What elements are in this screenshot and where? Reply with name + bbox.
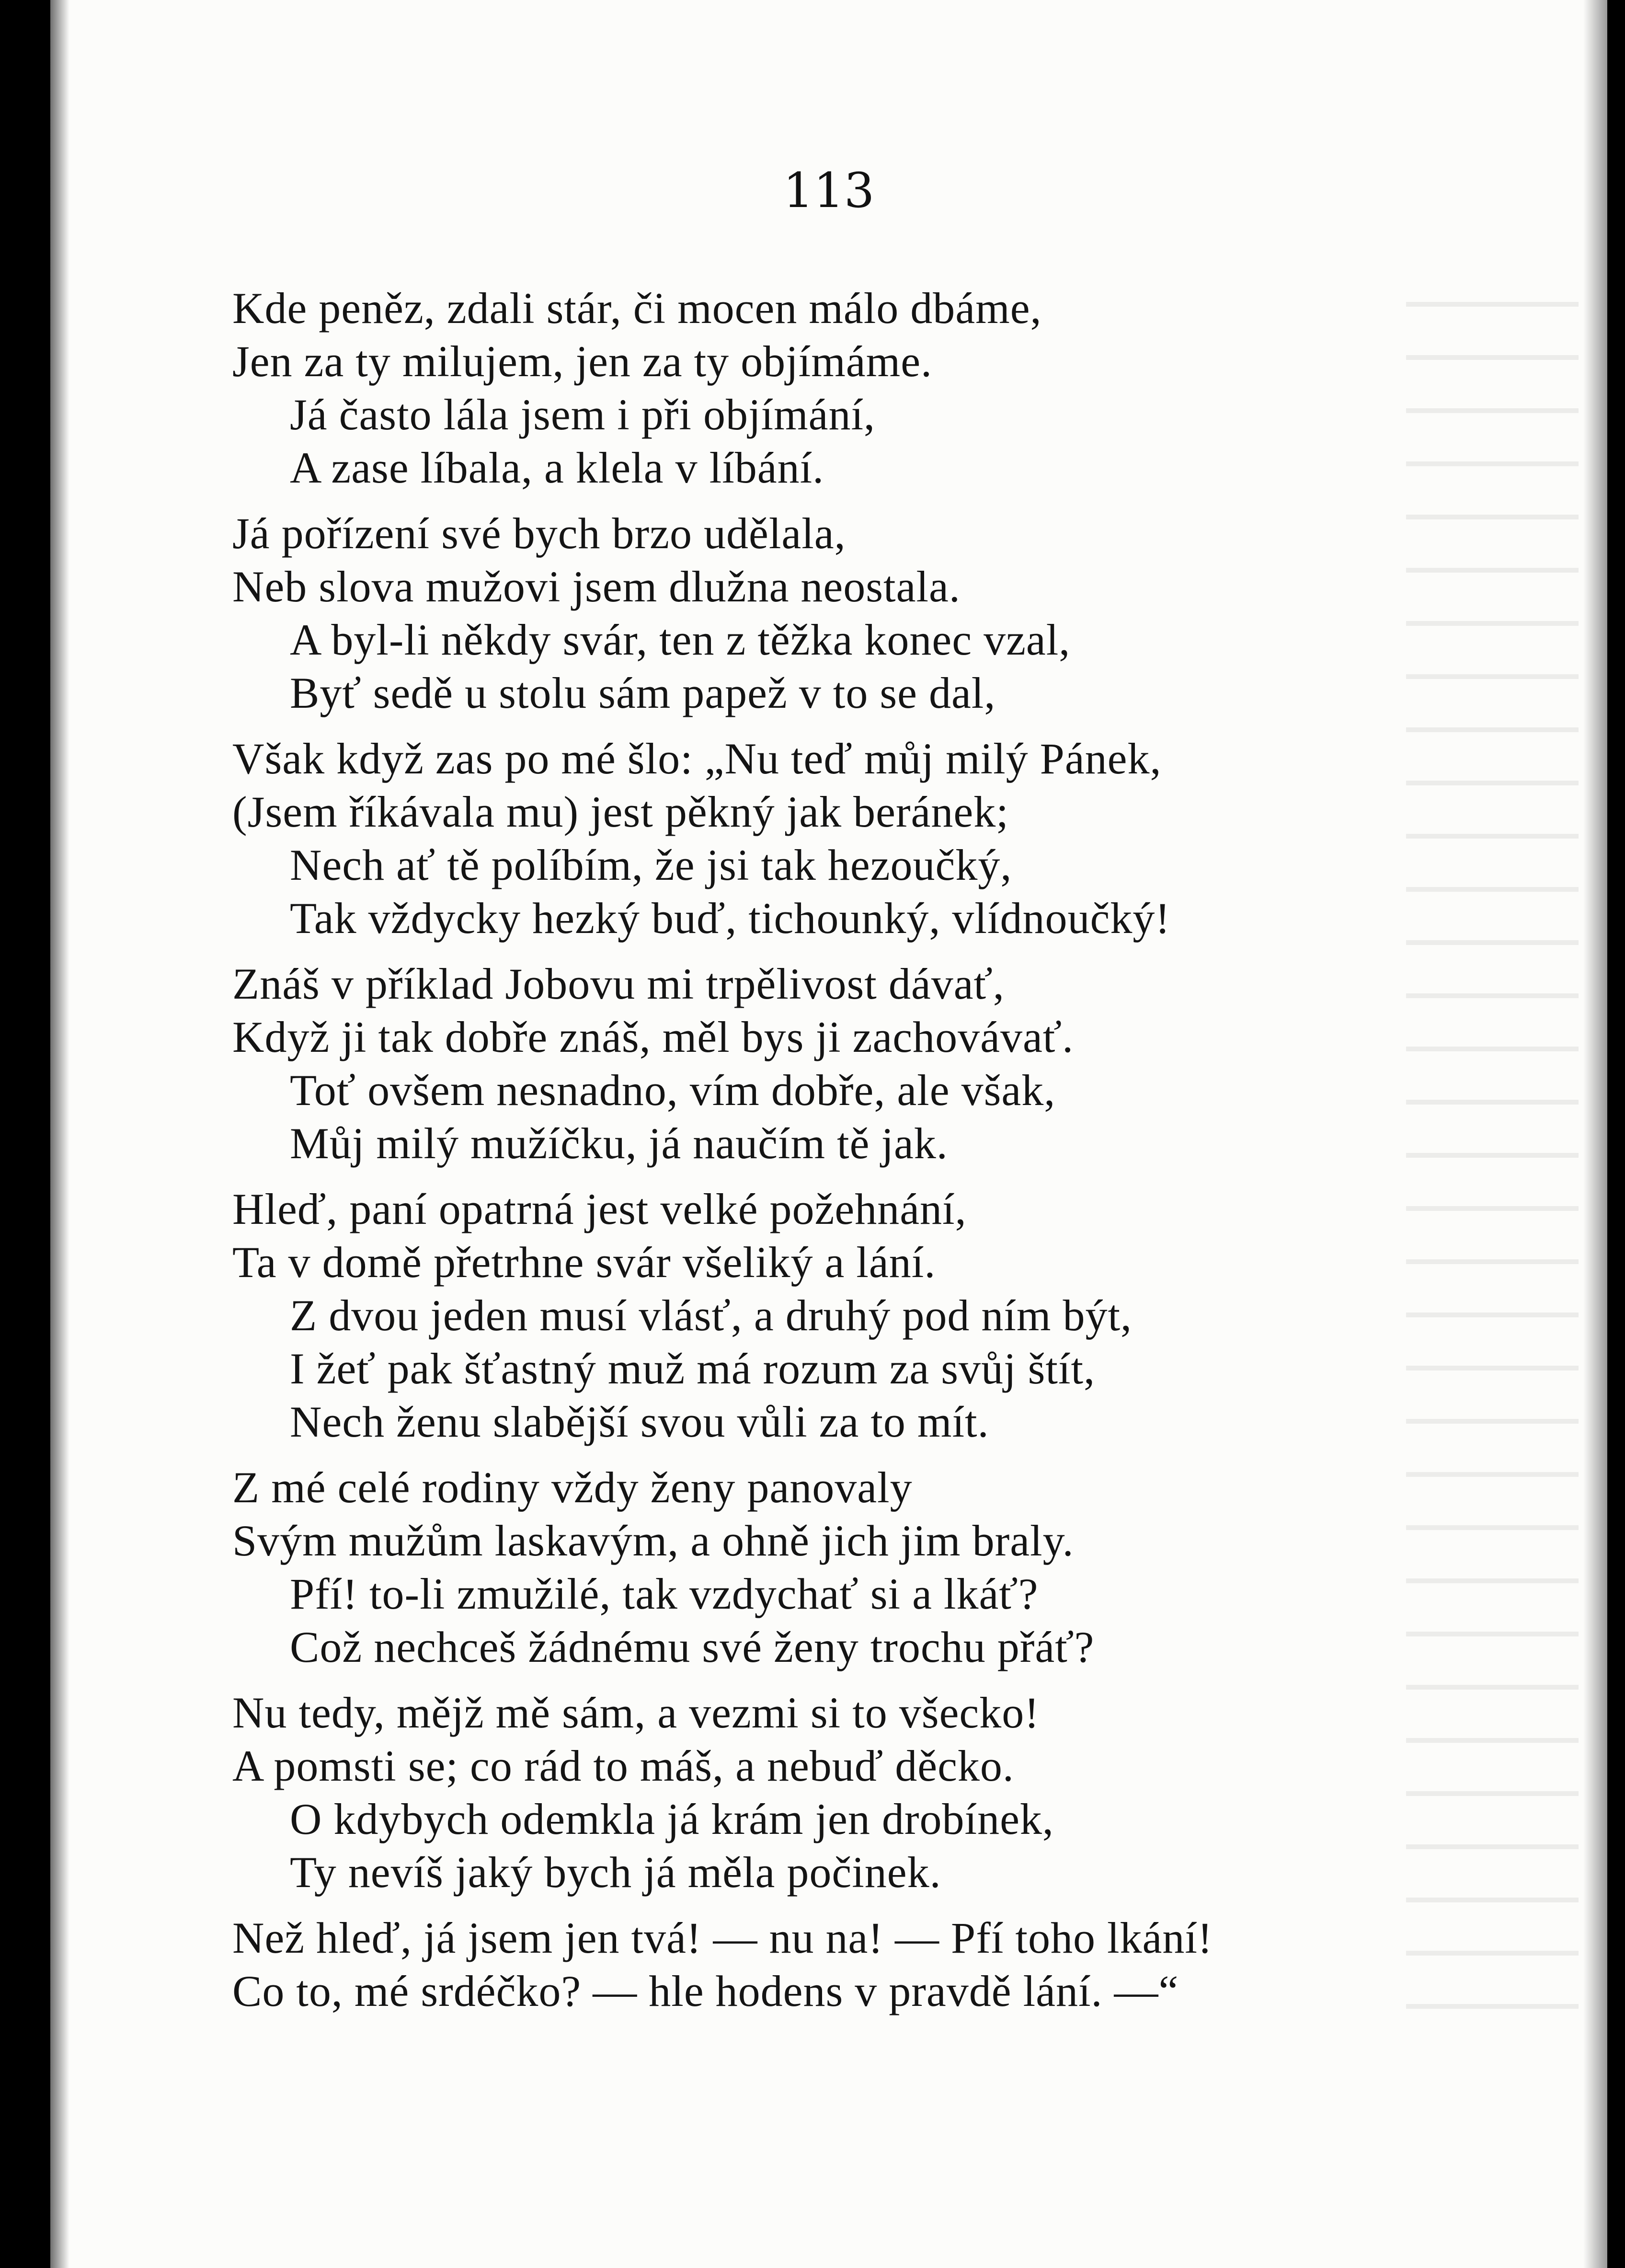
- poem-line: A pomsti se; co rád to máš, a nebuď děcko.: [232, 1741, 1014, 1790]
- page-edge-shadow: [1583, 0, 1607, 2268]
- poem-line: O kdybych odemkla já krám jen drobínek,: [290, 1795, 1054, 1843]
- poem-line: Nech ať tě políbím, že jsi tak hezoučký,: [290, 840, 1012, 889]
- poem-line: Můj milý mužíčku, já naučím tě jak.: [290, 1119, 948, 1168]
- poem-line: Já často lála jsem i při objímání,: [290, 390, 876, 439]
- poem-line: Znáš v příklad Jobovu mi trpělivost dávať,: [232, 959, 1005, 1008]
- poem-line: Nech ženu slabější svou vůli za to mít.: [290, 1397, 989, 1446]
- stanza: [232, 957, 1502, 1170]
- poem-line: Z dvou jeden musí vlásť, a druhý pod ním být,: [290, 1291, 1133, 1340]
- poem-line: Pfí! to-li zmužilé, tak vzdychať si a lkáť?: [290, 1569, 1039, 1618]
- poem-line: A zase líbala, a klela v líbání.: [290, 443, 824, 492]
- stanza: [232, 732, 1502, 945]
- poem-line: Hleď, paní opatrná jest velké požehnání,: [232, 1185, 967, 1233]
- stanza: [232, 1686, 1502, 1899]
- poem-line: Ta v domě přetrhne svár všeliký a lání.: [232, 1238, 936, 1287]
- poem-line: Když ji tak dobře znáš, měl bys ji zachovávať.: [232, 1013, 1074, 1061]
- poem-line: (Jsem říkávala mu) jest pěkný jak beránek;: [232, 787, 1009, 836]
- poem-line: Nu tedy, mějž mě sám, a vezmi si to všecko!: [232, 1688, 1040, 1737]
- poem-line: Než hleď, já jsem jen tvá! — nu na! — Pfí toho lkání!: [232, 1913, 1213, 1962]
- poem-line: Neb slova mužovi jsem dlužna neostala.: [232, 562, 961, 611]
- page-number: 113: [783, 162, 875, 219]
- stanza: [232, 507, 1502, 720]
- poem-line: Ty nevíš jaký bych já měla počinek.: [290, 1848, 941, 1897]
- poem-body: [232, 282, 1502, 2030]
- poem-line: Toť ovšem nesnadno, vím dobře, ale však,: [290, 1066, 1056, 1115]
- poem-line: Jen za ty milujem, jen za ty objímáme.: [232, 337, 933, 386]
- poem-line: Kde peněz, zdali stár, či mocen málo dbáme,: [232, 284, 1042, 333]
- poem-line: Já pořízení své bych brzo udělala,: [232, 509, 846, 558]
- poem-line: Byť sedě u stolu sám papež v to se dal,: [290, 668, 996, 717]
- poem-line: Svým mužům laskavým, a ohně jich jim braly.: [232, 1516, 1074, 1565]
- poem-line: I žeť pak šťastný muž má rozum za svůj štít,: [290, 1344, 1096, 1393]
- poem-line: Co to, mé srdéčko? — hle hodens v pravdě lání. —“: [232, 1967, 1179, 2015]
- stanza: [232, 1911, 1502, 2018]
- poem-line: Z mé celé rodiny vždy ženy panovaly: [232, 1463, 913, 1512]
- stanza: [232, 282, 1502, 495]
- stanza: [232, 1461, 1502, 1674]
- spine-shadow: [50, 0, 69, 2268]
- poem-line: Tak vždycky hezký buď, tichounký, vlídnoučký!: [290, 894, 1170, 943]
- poem-line: Však když zas po mé šlo: „Nu teď můj milý Pánek,: [232, 734, 1162, 783]
- stanza: [232, 1183, 1502, 1449]
- poem-line: A byl-li někdy svár, ten z těžka konec vzal,: [290, 615, 1071, 664]
- book-page: [50, 0, 1607, 2268]
- poem-line: Což nechceš žádnému své ženy trochu přáť?: [290, 1623, 1095, 1671]
